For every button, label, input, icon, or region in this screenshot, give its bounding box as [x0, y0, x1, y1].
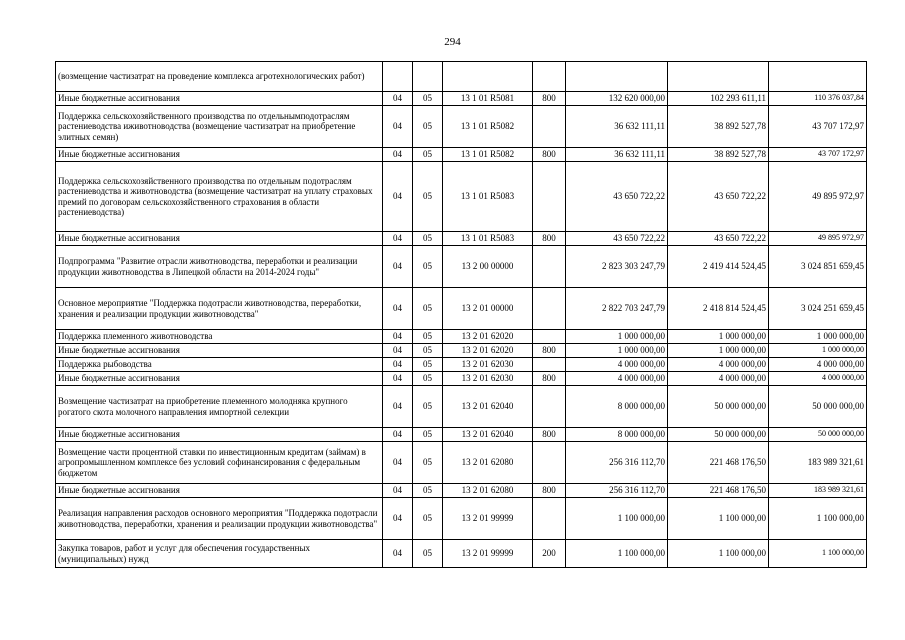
amount-year1-cell: 8 000 000,00 [566, 428, 668, 442]
budget-table-body [56, 62, 867, 568]
amount-year1-cell: 1 100 000,00 [566, 540, 668, 568]
razdel-cell: 04 [383, 372, 413, 386]
podrazdel-cell [413, 62, 443, 92]
table-row [56, 288, 867, 330]
row-name-cell: Поддержка сельскохозяйственного производства по отдельнымподотраслям растениеводства иживотноводства (возмещение частизатрат на приобретение элитных семян) [56, 106, 383, 148]
amount-year3-cell: 50 000 000,00 [769, 428, 867, 442]
page-number: 294 [444, 36, 461, 48]
expense-type-cell [533, 358, 566, 372]
amount-year1-cell: 256 316 112,70 [566, 442, 668, 484]
razdel-cell: 04 [383, 106, 413, 148]
row-name-cell: Подпрограмма "Развитие отрасли животноводства, переработки и реализации продукции животноводства в Липецкой области на 2014-2024 годы" [56, 246, 383, 288]
table-row [56, 246, 867, 288]
expense-type-cell [533, 106, 566, 148]
table-row [56, 148, 867, 162]
table-row [56, 358, 867, 372]
target-article-cell: 13 2 01 62030 [443, 358, 533, 372]
row-name-cell: Закупка товаров, работ и услуг для обеспечения государственных (муниципальных) нужд [56, 540, 383, 568]
amount-year2-cell: 50 000 000,00 [668, 386, 769, 428]
expense-type-cell [533, 62, 566, 92]
amount-year1-cell: 36 632 111,11 [566, 106, 668, 148]
amount-year1-cell: 1 100 000,00 [566, 498, 668, 540]
amount-year2-cell: 102 293 611,11 [668, 92, 769, 106]
target-article-cell: 13 1 01 R5082 [443, 106, 533, 148]
table-row [56, 162, 867, 232]
row-name-cell: (возмещение частизатрат на проведение комплекса агротехнологических работ) [56, 62, 383, 92]
expense-type-cell: 800 [533, 372, 566, 386]
amount-year2-cell [668, 62, 769, 92]
row-name-cell: Иные бюджетные ассигнования [56, 148, 383, 162]
amount-year3-cell: 4 000 000,00 [769, 358, 867, 372]
amount-year1-cell: 256 316 112,70 [566, 484, 668, 498]
table-row [56, 232, 867, 246]
podrazdel-cell: 05 [413, 106, 443, 148]
row-name-cell: Поддержка сельскохозяйственного производства по отдельным подотраслям растениеводства и животноводства (возмещение частизатрат на уплату страховых премий по договорам сельскохозяйственного страхования в области растениеводства) [56, 162, 383, 232]
row-name-cell: Иные бюджетные ассигнования [56, 372, 383, 386]
amount-year1-cell: 4 000 000,00 [566, 372, 668, 386]
razdel-cell: 04 [383, 246, 413, 288]
razdel-cell: 04 [383, 428, 413, 442]
amount-year3-cell: 3 024 851 659,45 [769, 246, 867, 288]
amount-year2-cell: 43 650 722,22 [668, 162, 769, 232]
amount-year3-cell: 1 000 000,00 [769, 330, 867, 344]
expense-type-cell: 800 [533, 484, 566, 498]
razdel-cell: 04 [383, 344, 413, 358]
expense-type-cell [533, 498, 566, 540]
podrazdel-cell: 05 [413, 330, 443, 344]
table-row [56, 372, 867, 386]
table-row [56, 442, 867, 484]
podrazdel-cell: 05 [413, 372, 443, 386]
table-row [56, 92, 867, 106]
amount-year1-cell: 2 823 303 247,79 [566, 246, 668, 288]
amount-year2-cell: 43 650 722,22 [668, 232, 769, 246]
amount-year2-cell: 4 000 000,00 [668, 358, 769, 372]
expense-type-cell: 800 [533, 428, 566, 442]
amount-year3-cell: 1 100 000,00 [769, 540, 867, 568]
target-article-cell: 13 2 01 62040 [443, 428, 533, 442]
table-row [56, 330, 867, 344]
target-article-cell: 13 2 01 62020 [443, 330, 533, 344]
amount-year2-cell: 2 419 414 524,45 [668, 246, 769, 288]
target-article-cell: 13 2 01 99999 [443, 540, 533, 568]
target-article-cell: 13 1 01 R5083 [443, 162, 533, 232]
amount-year1-cell: 36 632 111,11 [566, 148, 668, 162]
amount-year2-cell: 38 892 527,78 [668, 148, 769, 162]
expense-type-cell: 800 [533, 232, 566, 246]
amount-year3-cell: 1 000 000,00 [769, 344, 867, 358]
amount-year2-cell: 38 892 527,78 [668, 106, 769, 148]
row-name-cell: Иные бюджетные ассигнования [56, 344, 383, 358]
expense-type-cell: 800 [533, 344, 566, 358]
razdel-cell: 04 [383, 386, 413, 428]
amount-year1-cell: 132 620 000,00 [566, 92, 668, 106]
podrazdel-cell: 05 [413, 428, 443, 442]
expense-type-cell [533, 330, 566, 344]
podrazdel-cell: 05 [413, 540, 443, 568]
expense-type-cell: 800 [533, 92, 566, 106]
razdel-cell: 04 [383, 288, 413, 330]
amount-year3-cell: 4 000 000,00 [769, 372, 867, 386]
expense-type-cell [533, 162, 566, 232]
amount-year3-cell: 50 000 000,00 [769, 386, 867, 428]
razdel-cell: 04 [383, 442, 413, 484]
razdel-cell: 04 [383, 330, 413, 344]
amount-year3-cell: 183 989 321,61 [769, 484, 867, 498]
amount-year1-cell: 1 000 000,00 [566, 344, 668, 358]
expense-type-cell [533, 246, 566, 288]
target-article-cell: 13 2 01 62040 [443, 386, 533, 428]
amount-year2-cell: 2 418 814 524,45 [668, 288, 769, 330]
target-article-cell: 13 2 01 62020 [443, 344, 533, 358]
podrazdel-cell: 05 [413, 148, 443, 162]
target-article-cell: 13 2 01 99999 [443, 498, 533, 540]
razdel-cell: 04 [383, 358, 413, 372]
amount-year3-cell: 183 989 321,61 [769, 442, 867, 484]
amount-year2-cell: 1 100 000,00 [668, 498, 769, 540]
table-row [56, 62, 867, 92]
amount-year3-cell: 49 895 972,97 [769, 232, 867, 246]
podrazdel-cell: 05 [413, 232, 443, 246]
target-article-cell: 13 2 01 62080 [443, 484, 533, 498]
amount-year2-cell: 221 468 176,50 [668, 442, 769, 484]
expense-type-cell [533, 288, 566, 330]
table-row [56, 386, 867, 428]
razdel-cell [383, 62, 413, 92]
razdel-cell: 04 [383, 540, 413, 568]
amount-year3-cell: 43 707 172,97 [769, 106, 867, 148]
table-row [56, 540, 867, 568]
amount-year2-cell: 50 000 000,00 [668, 428, 769, 442]
table-row [56, 106, 867, 148]
row-name-cell: Иные бюджетные ассигнования [56, 232, 383, 246]
razdel-cell: 04 [383, 148, 413, 162]
razdel-cell: 04 [383, 92, 413, 106]
row-name-cell: Иные бюджетные ассигнования [56, 484, 383, 498]
razdel-cell: 04 [383, 498, 413, 540]
target-article-cell: 13 2 01 62030 [443, 372, 533, 386]
target-article-cell: 13 2 01 62080 [443, 442, 533, 484]
amount-year3-cell [769, 62, 867, 92]
row-name-cell: Иные бюджетные ассигнования [56, 428, 383, 442]
table-row [56, 428, 867, 442]
target-article-cell: 13 1 01 R5083 [443, 232, 533, 246]
row-name-cell: Реализация направления расходов основного мероприятия "Поддержка подотрасли животноводства, переработки, хранения и реализации продукции животноводства" [56, 498, 383, 540]
amount-year3-cell: 110 376 037,84 [769, 92, 867, 106]
amount-year2-cell: 221 468 176,50 [668, 484, 769, 498]
podrazdel-cell: 05 [413, 288, 443, 330]
table-row [56, 484, 867, 498]
podrazdel-cell: 05 [413, 484, 443, 498]
table-row [56, 498, 867, 540]
amount-year3-cell: 3 024 251 659,45 [769, 288, 867, 330]
row-name-cell: Поддержка племенного животноводства [56, 330, 383, 344]
expense-type-cell [533, 442, 566, 484]
podrazdel-cell: 05 [413, 246, 443, 288]
podrazdel-cell: 05 [413, 442, 443, 484]
amount-year1-cell: 1 000 000,00 [566, 330, 668, 344]
amount-year3-cell: 43 707 172,97 [769, 148, 867, 162]
target-article-cell [443, 62, 533, 92]
amount-year2-cell: 1 000 000,00 [668, 330, 769, 344]
expense-type-cell [533, 386, 566, 428]
row-name-cell: Возмещение частизатрат на приобретение племенного молодняка крупного рогатого скота молочного направления импортной селекции [56, 386, 383, 428]
target-article-cell: 13 1 01 R5082 [443, 148, 533, 162]
razdel-cell: 04 [383, 232, 413, 246]
target-article-cell: 13 1 01 R5081 [443, 92, 533, 106]
target-article-cell: 13 2 00 00000 [443, 246, 533, 288]
podrazdel-cell: 05 [413, 162, 443, 232]
row-name-cell: Поддержка рыбоводства [56, 358, 383, 372]
razdel-cell: 04 [383, 162, 413, 232]
row-name-cell: Иные бюджетные ассигнования [56, 92, 383, 106]
amount-year2-cell: 1 000 000,00 [668, 344, 769, 358]
amount-year2-cell: 1 100 000,00 [668, 540, 769, 568]
podrazdel-cell: 05 [413, 358, 443, 372]
amount-year2-cell: 4 000 000,00 [668, 372, 769, 386]
amount-year1-cell: 43 650 722,22 [566, 162, 668, 232]
expense-type-cell: 200 [533, 540, 566, 568]
amount-year1-cell: 43 650 722,22 [566, 232, 668, 246]
row-name-cell: Возмещение части процентной ставки по инвестиционным кредитам (займам) в агропромышленном комплексе без условий софинансирования с федеральным бюджетом [56, 442, 383, 484]
podrazdel-cell: 05 [413, 498, 443, 540]
podrazdel-cell: 05 [413, 386, 443, 428]
podrazdel-cell: 05 [413, 92, 443, 106]
amount-year3-cell: 49 895 972,97 [769, 162, 867, 232]
amount-year1-cell: 8 000 000,00 [566, 386, 668, 428]
target-article-cell: 13 2 01 00000 [443, 288, 533, 330]
podrazdel-cell: 05 [413, 344, 443, 358]
amount-year1-cell: 2 822 703 247,79 [566, 288, 668, 330]
amount-year1-cell: 4 000 000,00 [566, 358, 668, 372]
row-name-cell: Основное мероприятие "Поддержка подотрасли животноводства, переработки, хранения и реализации продукции животноводства" [56, 288, 383, 330]
amount-year1-cell [566, 62, 668, 92]
amount-year3-cell: 1 100 000,00 [769, 498, 867, 540]
expense-type-cell: 800 [533, 148, 566, 162]
table-row [56, 344, 867, 358]
budget-table [55, 61, 867, 568]
razdel-cell: 04 [383, 484, 413, 498]
